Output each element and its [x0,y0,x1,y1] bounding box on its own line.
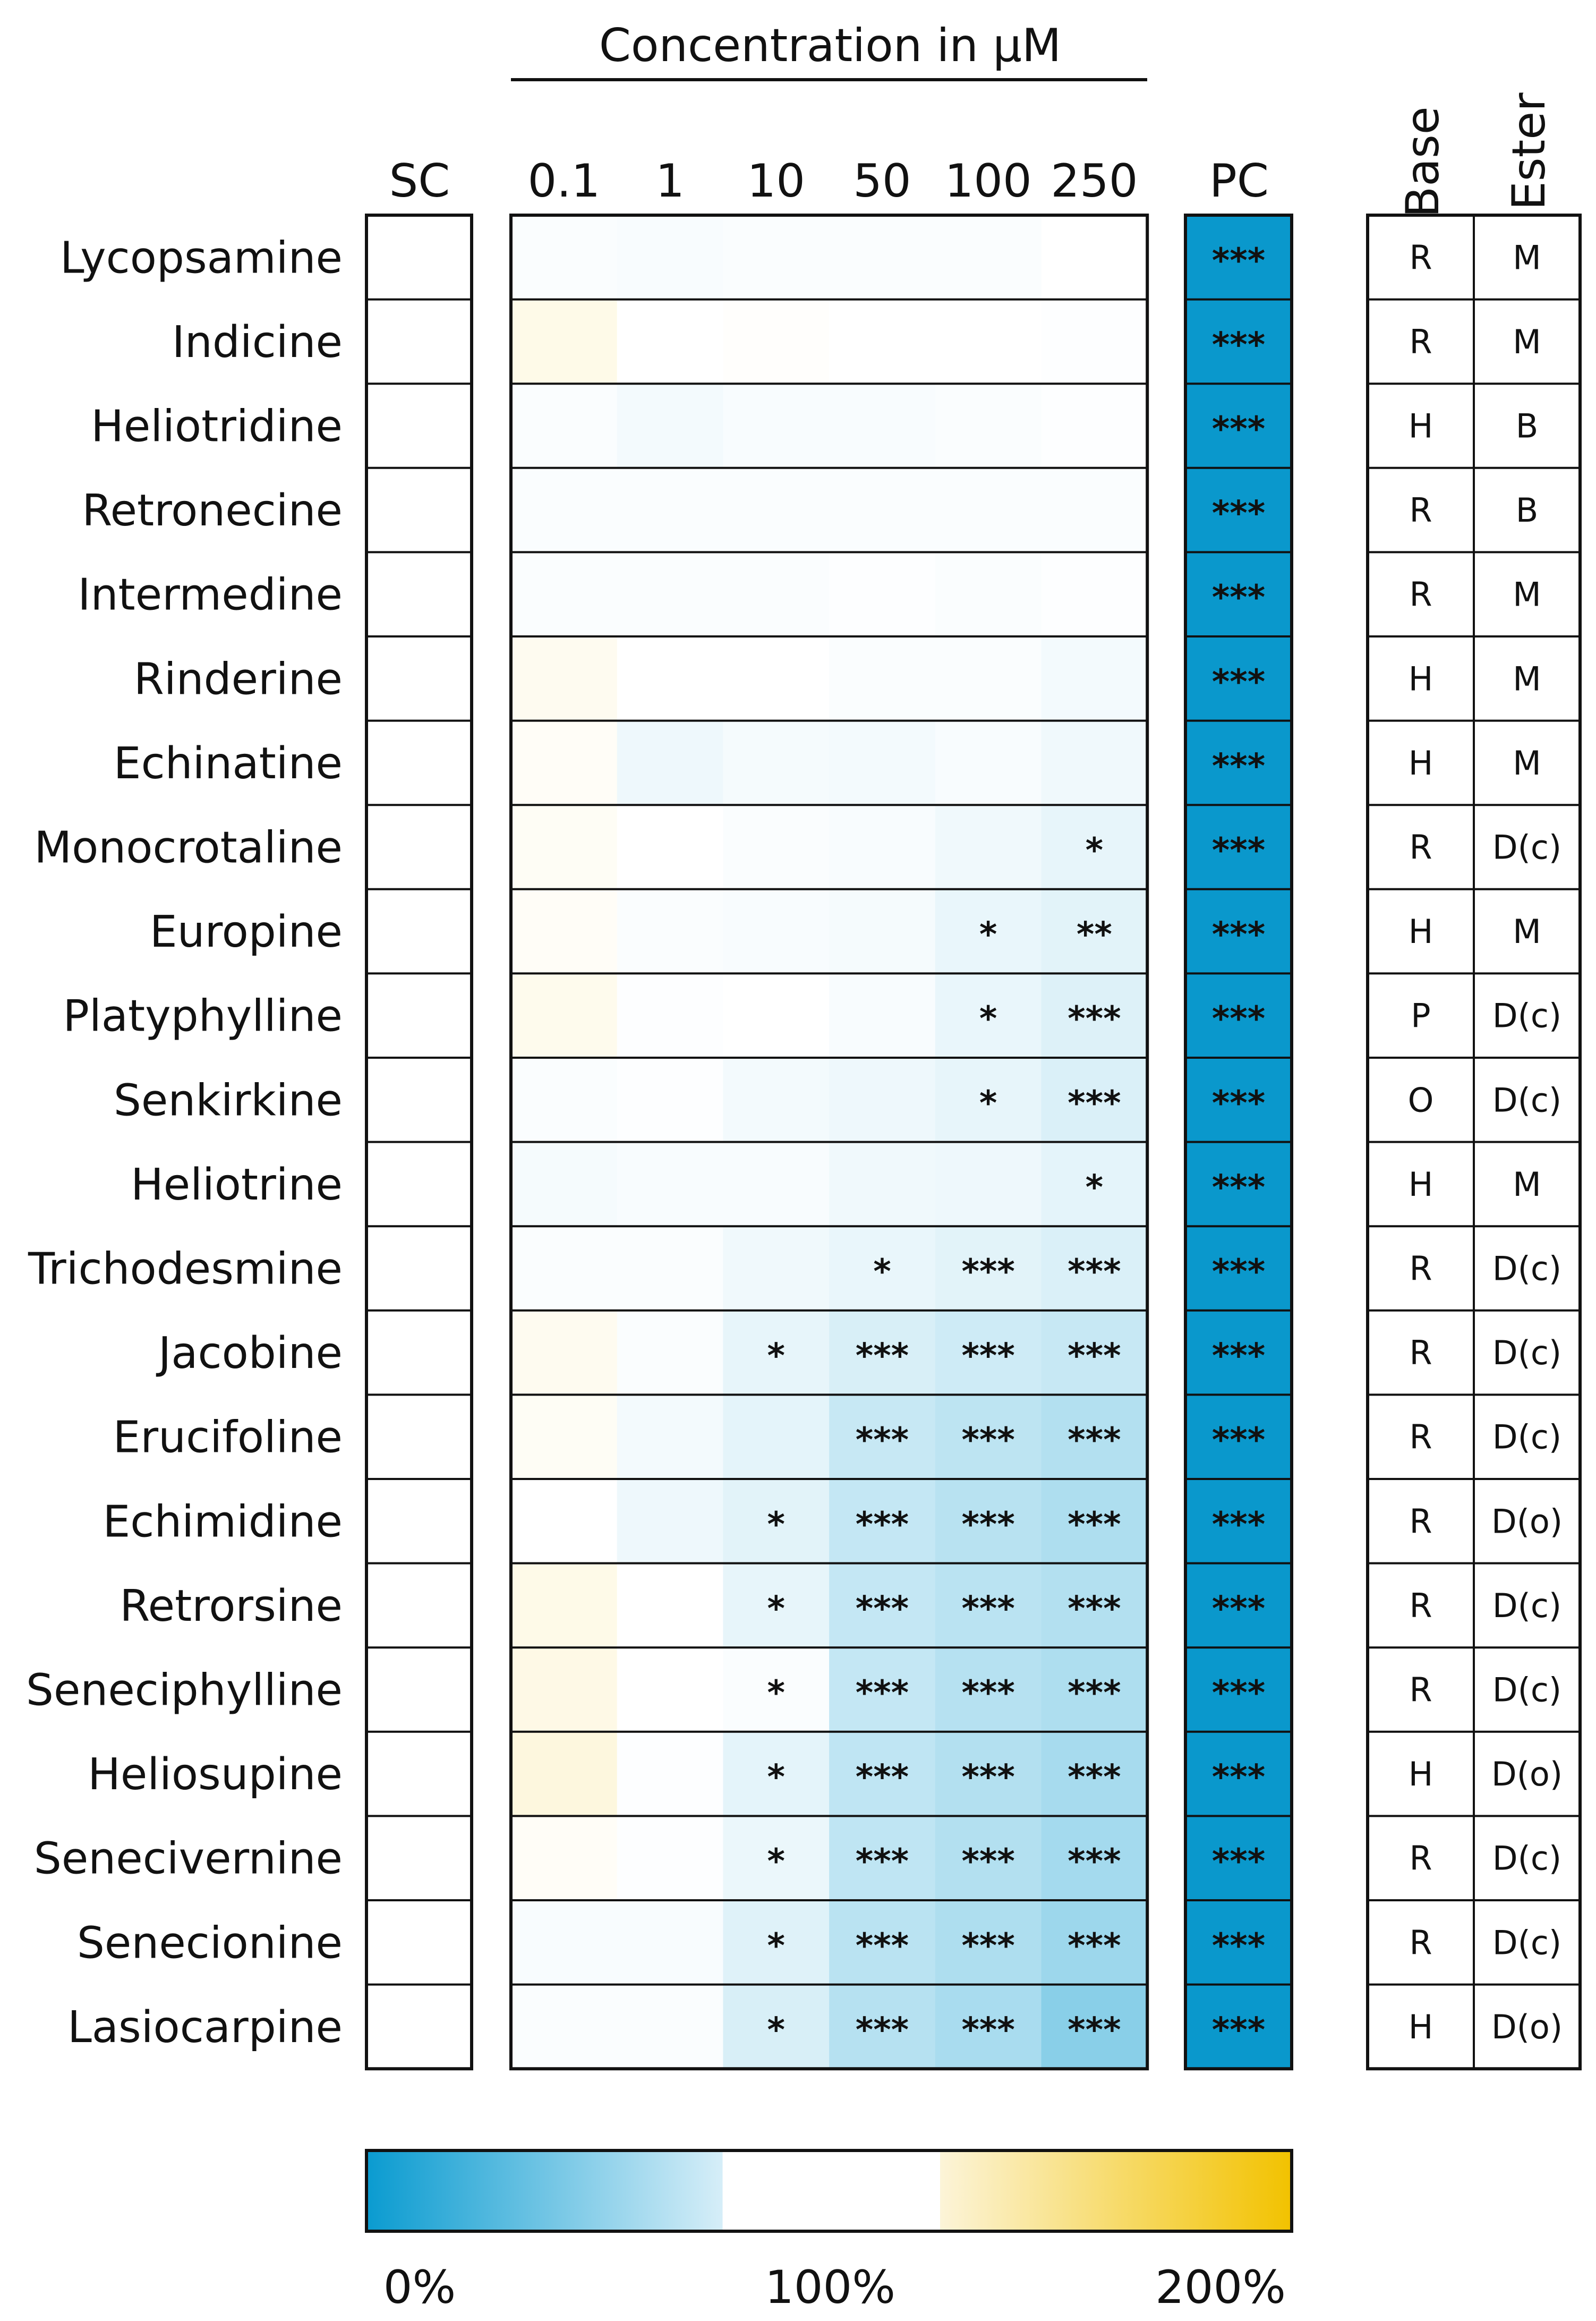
pc-significance-marker: *** [1211,915,1266,955]
heat-cell [617,1479,723,1563]
ester-cell: D(o) [1491,2007,1563,2046]
pc-significance-marker: *** [1211,662,1266,702]
sc-cell [366,1226,472,1311]
concentration-heatmap [511,215,1148,2069]
column-label-conc-4: 100 [944,155,1032,208]
base-cell: H [1408,406,1433,446]
colorbar-label-min: 0% [383,2261,456,2314]
heat-cell [511,1732,617,1816]
heat-cell [829,973,935,1058]
significance-marker: *** [1068,1926,1121,1966]
significance-marker: *** [961,1758,1015,1798]
heat-cell [935,384,1042,468]
heat-cell [1042,468,1148,552]
heat-cell [617,215,723,300]
pc-significance-marker: *** [1211,1421,1266,1460]
heat-cell [511,1311,617,1395]
sc-cell [366,1732,472,1816]
sc-cell [366,1563,472,1648]
column-label-pc: PC [1209,155,1269,208]
heat-cell [829,384,935,468]
pc-significance-marker: *** [1211,1505,1266,1545]
base-cell: R [1409,1923,1432,1962]
sc-cell [366,1647,472,1732]
ester-cell: M [1513,322,1541,361]
pc-significance-marker: *** [1211,578,1266,618]
ester-cell: D(c) [1492,1670,1562,1710]
row-label: Erucifoline [113,1412,343,1463]
ester-cell: D(c) [1492,1839,1562,1878]
heat-cell [511,300,617,384]
sc-cell [366,889,472,974]
pc-significance-marker: *** [1211,999,1266,1039]
heat-cell [511,1900,617,1985]
heat-cell [935,552,1042,636]
ester-cell: M [1513,912,1541,951]
heat-cell [511,889,617,974]
significance-marker: * [979,999,997,1039]
heat-cell [511,973,617,1058]
heat-cell [829,805,935,889]
column-label-conc-0: 0.1 [527,155,601,208]
heat-cell [511,1142,617,1227]
heat-cell [617,1647,723,1732]
heat-cell [1042,300,1148,384]
significance-marker: *** [1068,1673,1121,1713]
heat-cell [511,1563,617,1648]
sc-cell [366,1395,472,1479]
heat-cell [829,636,935,721]
ester-cell: M [1513,659,1541,699]
row-label: Seneciphylline [25,1665,343,1716]
significance-marker: *** [1068,999,1121,1039]
heat-cell [829,300,935,384]
significance-marker: * [767,1758,785,1798]
significance-marker: * [767,1842,785,1882]
significance-marker: *** [1068,1252,1121,1292]
pc-significance-marker: *** [1211,2010,1266,2050]
ester-cell: B [1515,406,1539,446]
heat-cell [617,1985,723,2069]
base-cell: R [1409,238,1432,277]
ester-cell: M [1513,743,1541,783]
concentration-title: Concentration in µM [599,19,1062,72]
row-label: Trichodesmine [28,1244,343,1295]
pc-significance-marker: *** [1211,1758,1266,1798]
heat-cell [1042,636,1148,721]
sc-cell [366,300,472,384]
pc-significance-marker: *** [1211,1589,1266,1629]
sc-column [366,215,472,2069]
sc-cell [366,1900,472,1985]
sc-cell [366,1058,472,1142]
heat-cell [723,468,829,552]
pc-significance-marker: *** [1211,494,1266,534]
heat-cell [617,300,723,384]
heat-cell [617,1900,723,1985]
significance-marker: *** [1068,1337,1121,1376]
row-label: Heliotrine [131,1159,343,1210]
base-cell: R [1409,828,1432,867]
heat-cell [723,805,829,889]
significance-marker: *** [1068,1589,1121,1629]
ester-cell: D(c) [1492,996,1562,1035]
ester-cell: B [1515,491,1539,530]
heat-cell [935,721,1042,805]
column-label-ester: Ester [1503,92,1556,210]
heat-cell [1042,721,1148,805]
heat-cell [829,1058,935,1142]
row-label: Retronecine [82,486,343,537]
row-label: Senkirkine [113,1075,343,1126]
heat-cell [511,1395,617,1479]
heat-cell [935,1142,1042,1227]
pc-significance-marker: *** [1211,831,1266,871]
heat-cell [1042,384,1148,468]
heat-cell [829,552,935,636]
row-label: Indicine [172,317,343,368]
column-label-base: Base [1396,106,1449,218]
sc-cell [366,1479,472,1563]
row-label: Intermedine [78,569,343,620]
pc-significance-marker: *** [1211,1842,1266,1882]
concentration-column-labels [527,155,1138,208]
column-label-conc-3: 50 [853,155,911,208]
base-cell: R [1409,491,1432,530]
sc-cell [366,805,472,889]
heat-cell [511,1985,617,2069]
row-label: Europine [149,907,343,958]
base-cell: R [1409,1333,1432,1373]
column-label-conc-2: 10 [747,155,805,208]
significance-marker: *** [1068,1421,1121,1460]
significance-marker: *** [961,1842,1015,1882]
significance-marker: *** [961,1252,1015,1292]
heat-cell [617,889,723,974]
row-labels [26,233,343,2053]
significance-marker: *** [855,1421,909,1460]
column-label-conc-5: 250 [1051,155,1138,208]
heat-cell [511,1226,617,1311]
heat-cell [617,1311,723,1395]
significance-marker: * [1085,1168,1104,1208]
row-label: Platyphylline [63,991,343,1042]
significance-marker: * [979,1084,997,1124]
heat-cell [617,1563,723,1648]
row-label: Heliosupine [88,1749,343,1800]
base-cell: R [1409,1670,1432,1710]
significance-marker: *** [855,1505,909,1545]
significance-marker: * [767,1337,785,1376]
row-label: Rinderine [133,654,343,705]
row-label: Jacobine [158,1328,343,1379]
base-cell: R [1409,1417,1432,1457]
heat-cell [829,468,935,552]
heat-cell [935,636,1042,721]
base-cell: H [1408,743,1433,783]
heat-cell [1042,215,1148,300]
heat-cell [723,300,829,384]
base-cell: R [1409,1839,1432,1878]
heat-cell [617,1732,723,1816]
heat-cell [829,889,935,974]
pc-significance-marker: *** [1211,1252,1266,1292]
base-cell: R [1409,322,1432,361]
significance-marker: *** [1068,1842,1121,1882]
heat-cell [511,1647,617,1732]
sc-cell [366,468,472,552]
heat-cell [723,215,829,300]
heat-cell [829,721,935,805]
pc-significance-marker: *** [1211,1926,1266,1966]
significance-marker: * [767,1926,785,1966]
row-label: Monocrotaline [34,822,343,873]
base-cell: R [1409,1502,1432,1541]
column-label-sc: SC [389,155,450,208]
heat-cell [935,215,1042,300]
heat-cell [511,1479,617,1563]
pc-significance-marker: *** [1211,410,1266,449]
row-label: Lycopsamine [59,233,343,284]
ester-cell: D(c) [1492,1417,1562,1457]
significance-marker: * [767,1589,785,1629]
ester-cell: D(o) [1491,1755,1563,1794]
heat-cell [723,384,829,468]
column-label-conc-1: 1 [655,155,685,208]
sc-cell [366,1311,472,1395]
sc-cell [366,1142,472,1227]
row-label: Senecionine [76,1918,343,1969]
heat-cell [723,973,829,1058]
significance-marker: *** [961,1673,1015,1713]
pc-significance-marker: *** [1211,746,1266,786]
pc-significance-marker: *** [1211,325,1266,365]
base-cell: R [1409,1249,1432,1288]
heat-cell [1042,552,1148,636]
heat-cell [829,1142,935,1227]
heat-cell [723,1058,829,1142]
heat-cell [617,468,723,552]
ester-cell: D(c) [1492,1923,1562,1962]
significance-marker: *** [855,1673,909,1713]
significance-marker: *** [961,1505,1015,1545]
significance-marker: * [767,2010,785,2050]
heat-cell [723,721,829,805]
base-ester-table [1368,215,1580,2069]
significance-marker: * [979,915,997,955]
pc-column [1185,215,1292,2069]
sc-cell [366,973,472,1058]
colorbar-label-mid: 100% [765,2261,895,2314]
significance-marker: * [873,1252,891,1292]
colorbar [366,2150,1292,2314]
heat-cell [511,552,617,636]
significance-marker: * [767,1673,785,1713]
heat-cell [723,1395,829,1479]
heat-cell [511,215,617,300]
significance-marker: *** [855,1842,909,1882]
sc-cell [366,384,472,468]
sc-cell [366,1985,472,2069]
sc-cell [366,552,472,636]
base-cell: P [1411,996,1431,1035]
base-cell: H [1408,912,1433,951]
significance-marker: *** [1068,2010,1121,2050]
heat-cell [723,889,829,974]
significance-marker: *** [855,1758,909,1798]
significance-marker: ** [1076,915,1112,955]
significance-marker: *** [1068,1084,1121,1124]
heat-cell [617,1142,723,1227]
ester-cell: D(c) [1492,828,1562,867]
heat-cell [511,1816,617,1900]
heat-cell [935,805,1042,889]
significance-marker: * [1085,831,1104,871]
base-cell: R [1409,1586,1432,1625]
significance-marker: *** [961,2010,1015,2050]
base-cell: H [1408,2007,1433,2046]
sc-cell [366,721,472,805]
heat-cell [511,1058,617,1142]
heat-cell [723,1142,829,1227]
row-label: Lasiocarpine [67,2002,343,2053]
sc-cell [366,1816,472,1900]
heat-cell [617,721,723,805]
heat-cell [617,384,723,468]
ester-cell: D(c) [1492,1333,1562,1373]
significance-marker: *** [855,1337,909,1376]
pc-significance-marker: *** [1211,1168,1266,1208]
heat-cell [617,1816,723,1900]
significance-marker: *** [961,1589,1015,1629]
row-label: Heliotridine [91,401,343,452]
row-label: Senecivernine [33,1833,343,1884]
ester-cell: M [1513,1164,1541,1204]
base-cell: H [1408,1164,1433,1204]
row-label: Echinatine [113,738,343,789]
heat-cell [511,468,617,552]
sc-cell [366,215,472,300]
ester-cell: D(o) [1491,1502,1563,1541]
base-cell: H [1408,659,1433,699]
colorbar-gradient [366,2150,1292,2231]
colorbar-label-max: 200% [1155,2261,1286,2314]
heat-cell [617,552,723,636]
ester-cell: D(c) [1492,1249,1562,1288]
significance-marker: *** [855,1926,909,1966]
heat-cell [617,1058,723,1142]
heat-cell [511,384,617,468]
row-label: Echimidine [103,1497,343,1548]
ester-cell: D(c) [1492,1081,1562,1120]
heat-cell [723,1226,829,1311]
significance-marker: *** [855,2010,909,2050]
heat-cell [935,468,1042,552]
heat-cell [617,973,723,1058]
significance-marker: *** [1068,1505,1121,1545]
sc-cell [366,636,472,721]
heat-cell [935,300,1042,384]
ester-cell: M [1513,575,1541,614]
heat-cell [511,636,617,721]
significance-marker: *** [855,1589,909,1629]
significance-marker: *** [961,1926,1015,1966]
pc-significance-marker: *** [1211,241,1266,281]
heat-cell [723,636,829,721]
pc-significance-marker: *** [1211,1084,1266,1124]
significance-marker: *** [961,1337,1015,1376]
heat-cell [723,552,829,636]
row-label: Retrorsine [120,1580,343,1631]
pc-significance-marker: *** [1211,1337,1266,1376]
base-cell: O [1407,1081,1434,1120]
heat-cell [617,636,723,721]
heat-cell [829,215,935,300]
ester-cell: D(c) [1492,1586,1562,1625]
significance-marker: *** [1068,1758,1121,1798]
heat-cell [617,1226,723,1311]
significance-marker: *** [961,1421,1015,1460]
ester-cell: M [1513,238,1541,277]
heat-cell [617,1395,723,1479]
pc-significance-marker: *** [1211,1673,1266,1713]
heat-cell [511,721,617,805]
significance-marker: * [767,1505,785,1545]
heat-cell [511,805,617,889]
base-cell: H [1408,1755,1433,1794]
heat-cell [617,805,723,889]
base-cell: R [1409,575,1432,614]
